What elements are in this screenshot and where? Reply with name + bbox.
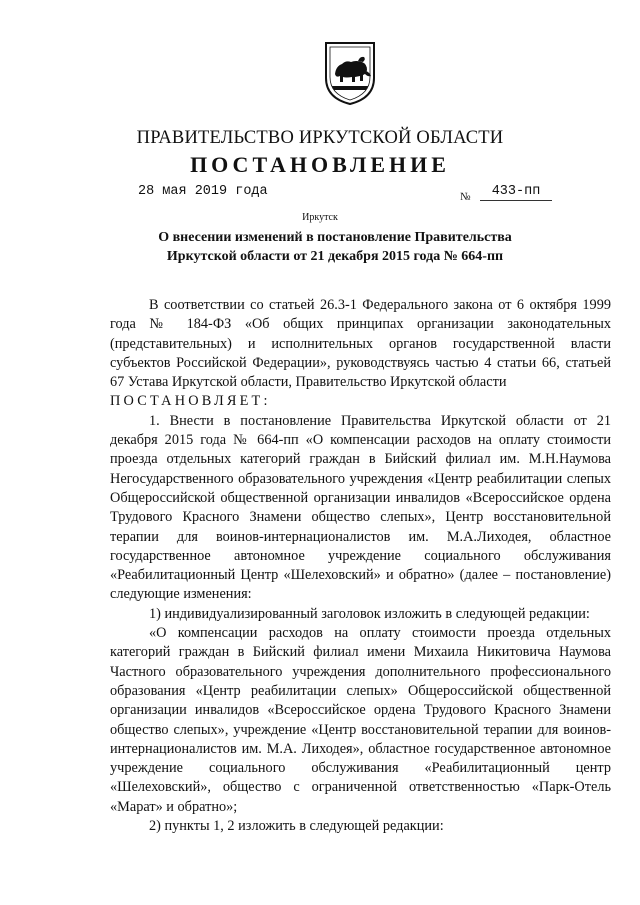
decree-subject: О внесении изменений в постановление Правительства Иркутской области от 21 декабря 2015 года № 664-пп (158, 230, 512, 264)
document-type: ПОСТАНОВЛЕНИЕ (190, 152, 450, 177)
decree-number: 433-пп (480, 184, 552, 201)
government-name: ПРАВИТЕЛЬСТВО ИРКУТСКОЙ ОБЛАСТИ (136, 128, 504, 148)
item-1-paragraph: 1. Внести в постановление Правительства Иркутской области от 21 декабря 2015 года № 664-пп «О компенсации расходов на оплату стоимости проезда отдельных категорий граждан в Бийский филиал им. М.Н.Наумова Негосударственного образовательного учреждения «Центр реабилитации слепых Общероссийской общественной организации инвалидов «Всероссийское ордена Трудового Красного Знамени общество слепых», Центр восстановительной терапии для воинов-интернационалистов им. М.А.Лиходея, областное государственное автономное учреждение социального обслуживания «Реабилитационный Центр «Шелеховский» и обратно» (далее – постановление) следующие изменения: (110, 412, 611, 603)
decree-date: 28 мая 2019 года (138, 184, 268, 199)
sub-item-2-paragraph: 2) пункты 1, 2 изложить в следующей редакции: (149, 818, 444, 835)
resolves-heading: ПОСТАНОВЛЯЕТ: (110, 393, 271, 410)
quoted-title-paragraph: «О компенсации расходов на оплату стоимости проезда отдельных категорий граждан в Бийский филиал имени Михаила Никитовича Наумова Частного образовательного учреждения дополнительного профессионального образования «Центр реабилитации слепых» Общероссийской общественной организации инвалидов «Всероссийское ордена Трудового Красного Знамени общество слепых», учреждение «Центр восстановительной терапии для воинов-интернационалистов им. М.А. Лиходея», областное государственное автономное учреждение социального обслуживания «Реабилитационный центр «Шелеховский», общество с ограниченной ответственностью «Парк-Отель «Марат» и обратно»; (110, 625, 611, 815)
city-name: Иркутск (302, 212, 338, 223)
number-sign: № (460, 191, 471, 203)
preamble-paragraph: В соответствии со статьей 26.3-1 Федерального закона от 6 октября 1999 года № 184-ФЗ «Об общих принципах организации законодательных (представительных) и исполнительных органов государственной власти субъектов Российской Федерации», руководствуясь частью 4 статьи 66, статьей 67 Устава Иркутской области, Правительство Иркутской области (110, 297, 611, 391)
sub-item-1-paragraph: 1) индивидуализированный заголовок изложить в следующей редакции: (149, 605, 590, 622)
coat-of-arms-icon (322, 40, 378, 106)
document-body (110, 296, 611, 836)
